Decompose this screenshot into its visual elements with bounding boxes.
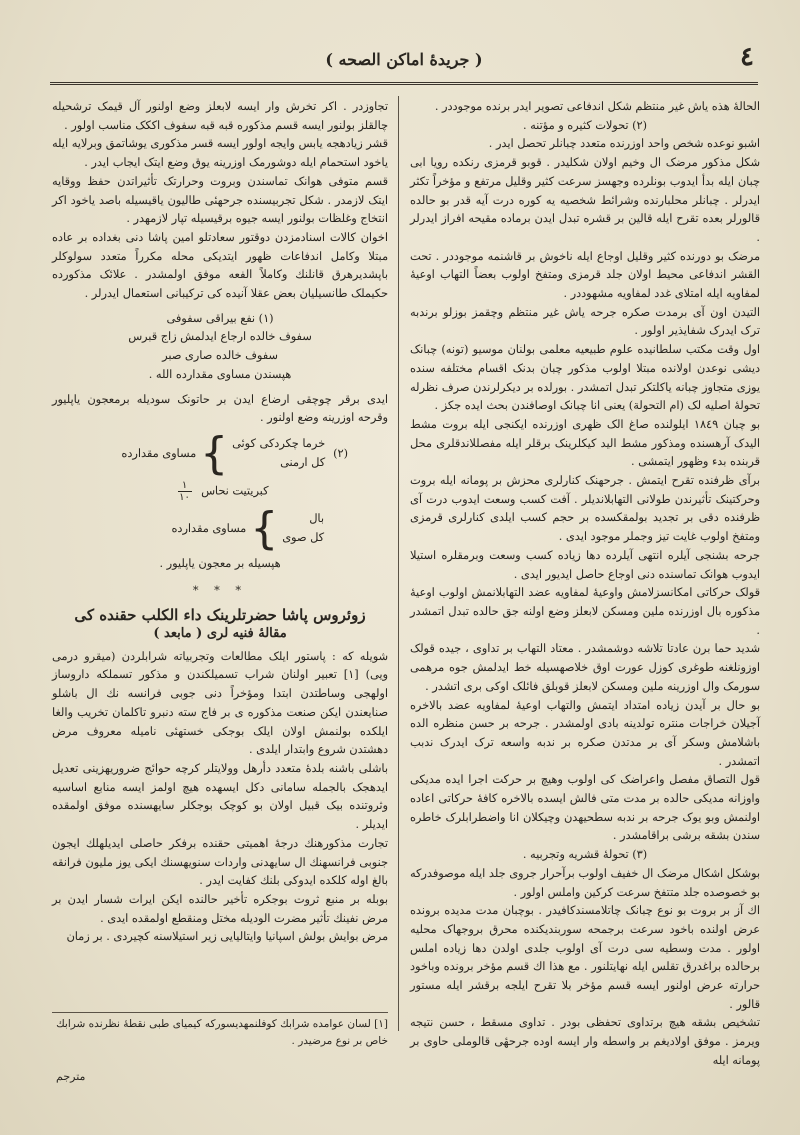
formula-quantity: مساوی مقدارده xyxy=(171,521,247,535)
formula-3 xyxy=(52,502,388,554)
paragraph: مرض بوایش بولش اسپانیا وایتالیایی زیر استیلاسنه کچیردی . بر زمان xyxy=(66,930,388,944)
paragraph: تجارت مذکورهنك درجهٔ اهمیتی حقنده برفکر حاصلی ایدیلهلك ایجون جنوبی فرانسهنك ال سایهدنی واردات سنویهسنك ایکی یوز ملیون فرانقه بالغ اوله کلکده ایدوکی بلنك کفایت ایدر . xyxy=(52,836,388,888)
page-header xyxy=(48,40,760,80)
formula-line: سفوف خالده صاری صبر xyxy=(162,349,278,363)
section-separator: * * * xyxy=(192,583,248,597)
footnote: [١] لسان عوامده شرابك کوفلنمهدیسورکه کیمیای طبی نقطهٔ نظرنده شرابك خاص بر نوع مرضیدر . xyxy=(56,1018,388,1047)
formula-2 xyxy=(52,427,388,479)
paragraph: جرحه بشنجی آیلره انتهی آیلرده دها زیاده کسب وسعت وبرمقلره استیلا ایدوب هوانک تماسنده دنی اوجاع حاصل ایدیور ایدی . xyxy=(410,548,760,581)
formula-quantity: مساوی مقدارده xyxy=(121,446,197,460)
paragraph: باشلی باشنه بلدهٔ متعدد دأرهل وولایتلر کرچه حوائج ضروریهزینی تعدیل ایدهجک بالجمله سامانی دکل ایسهده هیچ اولمز ایسه منابع اساسیه وثروتنده بیک قبیل اولان بو کوچک بوجکلر سایهسنده موفق اولمقده ایدیلر . xyxy=(52,761,388,832)
paragraph: برآی ظرفنده تقرح ایتمش . جرحهنک کنارلری محزش بر پومانه ایله بروت وحرکتینک تأثیرندن طولانی التهابلانديلر . آفت کسب وسعت ایدوب درت آی ظرفنده دقی بر تجدید بولمقکسده بر حجم کسب ایلدی کنارلری قرمزی ومتفخ اولوب غایت تیز وجملر موجود ایدی . xyxy=(410,474,760,544)
paragraph: شویله که : پاستور ایلک مطالعات وتجربیاته شرابلردن (میقرو درمی ویی) [١] تعبیر اولنان شراب تسمیلکندن و مذکور تسملکه داروساز اولهجی وساطتدن ابتدا ومؤخراً دنی جوبی فرانسه نك ال باشلو صنایعندن ایکن صنعت مذکوره ی بر فاج سته دنبرو تاکلمان تخریب والغا ایلکده بولنمش اولان ایلک بوجکی خستهئی نامیله معروف مرض دهشتدن شروع وابتدار ایلدی . xyxy=(52,649,388,757)
fraction-numerator: ١ xyxy=(181,479,188,491)
paragraph: تشخیص بشقه هیچ برتداوی تحفظی بودر . تداوی مسقط ، حسن نتیجه ویرمز . موفق اولاديغم بر واسطه وار ایسه اوده جرحهٔی قالوملی حاوی بر پومانه ایله xyxy=(410,1016,760,1067)
paragraph: اخوان کالات اسنادمزدن دوقتور سعادتلو امین پاشا دنی بغداده بر عاده مبتلا وکامل اندفاعات ظهور ایتدیکی محله مکرراً متعدد سولوکلر باپشدیرهرق قانلنك وکاملاً الفعه موفق اولمشدر . علائک مذکورده حکیملک طانسیلیان بعض عقلا آنیده کی ترکیبانی استعمال ایدرلر . xyxy=(52,230,388,301)
article-subtitle: مقالهٔ فنیه لری ( مابعد ) xyxy=(153,626,287,642)
paragraph: اك آز بر بروت بو نوع چبانک چاتلامسندکافیدر . بوچبان مدت مدیده برونده عرض اولنده باخود سرعت برجمحه سوربندیکنده محرق بروجهاک محلیه اولور . مدت وسطیه سی درت آی اولوب جلدی اولدن دها زیاده املس برحالده براغدرق تقلس ایله نهایتلنور . مع هذا اك قسم مؤخر برونده وباخود حرارته عرض اولنور ایسه قسم مؤخر بلا تقرح ایلجه برقشر ایله مستور قالور . xyxy=(410,904,760,1011)
paragraph: ایدی برقر چوچقی ارضاع ایدن بر حاتونک سودیله برمعجون یاپلیور وقرحه اوزرینه وضع اولنور . xyxy=(52,392,388,425)
paragraph: قولک حرکاتی امکانسزلامش واوعیهٔ لمفاویه عضد التهابلانمش اولوب اوعیهٔ مذکوره بال اوزرنده ملین ومسکن لابعلز وضع اولنه جق حالده تبدل اتمشدر . xyxy=(410,586,760,637)
left-column xyxy=(52,98,388,947)
paragraph: مرضک بو دورنده کثیر وقلیل اوجاع ایله ناخوش بر قاشنمه موجوددر . تحت القشر اندفاعی محیط اولان جلد قرمزی ومتفخ اولوب بعضاً التهاب اوعیهٔ لمفاویه ایله امتلای غدد لمفاویه مشهوددر . xyxy=(410,249,760,301)
paragraph: قشر زیادهجه یابس وایجه اولور ایسه قسر مذکوری یوشاتمق وبرلایه ایله یاخود استحمام ایله دوشورمک اوزرینه یوق وضع ایتک ایجاب ایدر . xyxy=(52,137,388,170)
formula-items xyxy=(232,435,325,472)
article-title: زوئروس پاشا حضرتلرینک داء الکلب حقنده کی xyxy=(74,606,366,625)
paragraph: الحالهٔ هذه یاش غیر منتظم شکل اندفاعی تصویر ایدر برنده موجوددر . xyxy=(434,100,760,113)
paragraph: شکل مذکور مرضک ال وخیم اولان شکلیدر . قوبو قرمزی رنکده رویا ابی چبان ایله بدأ ایدوب بونلرده وجهسز سرعت کثیر وقلیل مرتفع و مؤخراً تکثر ایدرلر . چبانلر محلبارنده وشرائط شخصیه یه کوره درت آیه قدر بو حالده قالورلر بعده تقرح ایله قالین بر قشره تبدل ایدن برماده مقیحه افراز ایدرلر . xyxy=(410,156,760,244)
fraction-label: کبریتیت نحاس xyxy=(201,484,269,498)
paragraph: بو حال بر آیدن زیاده امتداد ایتمش والتهاب اوعیهٔ لمفاویه عضد بالاخره آجیلان خراجات منتره تولدینه بادی اولمشدر . جرحه بر حسن منظره الده باشلامش وسکر آی بر مدتدن صکره بر ندبه واسعه ترک ایدرک ندبب اتمشدر . xyxy=(410,698,760,768)
section-heading: (٢) تحولات کثیره و مؤتنه . xyxy=(522,118,648,132)
formula-item: خرما چکردکی کوئی xyxy=(232,437,326,451)
formula-item: کل صوی xyxy=(282,530,324,544)
paragraph: اشبو نوعده شخص واحد اوزرنده متعدد چبانلر تحصل ایدر . xyxy=(488,137,760,151)
formula-item: کل ارمنی xyxy=(280,455,326,469)
paragraph: بوشکل اشکال مرضک ال خفیف اولوب برآحرار جروی جلد ایله موصوفدرکه بو خصوصده جلد متتفخ سرعت کرکین واملس اولور . xyxy=(410,866,760,899)
paragraph: اول وقت مکتب سلطانیده علوم طبیعیه معلمی بولنان موسیو (تونه) چبانک دیشی نوعدن اولانده مبتلا اولوب مذکور چبان بدنک اقسام مختلفه سنده یوزی متجاوز چبانه یاکلتکر تبدل اتمشدر . بورلده بر دیکرلرندن صرف نظرله تحولهٔ اصلیه لک (ام التحولة) یعنی انا چبانک اوصافندن بحث ایده جکز . xyxy=(410,343,760,413)
section-heading: (٣) تحولهٔ قشریه وتجربیه . xyxy=(522,848,648,862)
paragraph: قسم متوفی هوانک تماسندن وبروت وحرارتک تأثیراتدن حفظ ووقایه ایتک لازمدر . شکل تجربیسنده جرحهئی طالیون یاقیسیله باصد یاخود اکر انتخاج وغلظات بولنور ایسه جیوه برقیسیله تپار لازمهدر . xyxy=(52,174,388,226)
formula-line: سفوف خالده ارجاع ایدلمش زاج قبرس xyxy=(128,330,312,344)
signature: مترجم xyxy=(56,1070,86,1083)
header-rule xyxy=(50,82,758,85)
formula-line: هپسندن مساوی مقدارده الله . xyxy=(148,367,292,381)
fraction xyxy=(178,480,192,503)
paragraph: بوبله بر منبع ثروت بوجکره تأخیر حالنده ایکن ایرات شسار ایدن بر مرض نفینك تأثیر مضرت الودیله مختل ومنقطع اولمقده ایدی . xyxy=(52,892,388,925)
fraction-denominator: ١٠ xyxy=(179,491,190,503)
formula-closing: هپسیله بر معجون یاپلیور . xyxy=(159,556,281,570)
journal-title: ( جريدهٔ اماكن الصحه ) xyxy=(325,50,483,69)
fraction-line xyxy=(52,480,388,503)
column-divider xyxy=(398,96,399,1031)
formula-label: (١) نفع بیراقی سفوفی xyxy=(166,311,274,325)
paragraph: قول التصاق مفصل واعراضک کی اولوب وهیچ بر حرکت اجرا ایده مدیکی واوزانه مدیکی حالده بر مدت متی فالش ایسده بالاخره کافهٔ حرکاتی اعاده اولنمش وبو یوک جرحه بر ندبه سطحیهدن وچیکلان انا واضطرابلرک خاطره سندن بشقه برشی براقامشدر . xyxy=(410,773,760,843)
page-number: ٤ xyxy=(740,42,754,72)
footnote-rule xyxy=(52,1012,388,1013)
paragraph: بو چبان ١٨٤٩ ایلولنده صاغ الک ظهری اوزرنده ایکنجی ایله بروت مشط الیدک آرهسنده ومذکور مشط الید کیکلرینک برقلر ایله مفصللاندقلری محل قربنده بدء وظهور ایتمشی . xyxy=(410,417,760,469)
brace-icon: } xyxy=(200,427,229,479)
formula-item: بال xyxy=(309,512,324,526)
formula-1 xyxy=(52,310,388,385)
paragraph: التیدن اون آی برمدت صکره جرحه یاش غیر منتظم وچقمز بوزلو برندبه ترک ایدرک شفایذیر اولور . xyxy=(410,305,760,338)
formula-label: (٢) xyxy=(333,446,348,460)
paragraph: شدید حما برن عادتا تلاشه دوشمشدر . معتاد التهاب بر تداوی ، جیده قولک اوزونلغنه طوغری کوزل عورت اوق خلاصهسیله خط ایدلمش جوه مرهمی سورمک وال اوزرینه ملین ومسکن لابعلز قوبلق فائلک اوکی بری اتشدر . xyxy=(410,642,760,693)
right-column xyxy=(410,98,760,1071)
formula-items xyxy=(282,510,324,547)
paragraph: تجاوزدر . اکر تخرش وار ایسه لابعلز وضع اولنور آل قیمک ترشحیله چالقلز بولنور ایسه قسم مذکوره قبه قبه سفوف اککک مناسب اولور . xyxy=(52,100,388,132)
brace-icon: } xyxy=(250,502,279,554)
